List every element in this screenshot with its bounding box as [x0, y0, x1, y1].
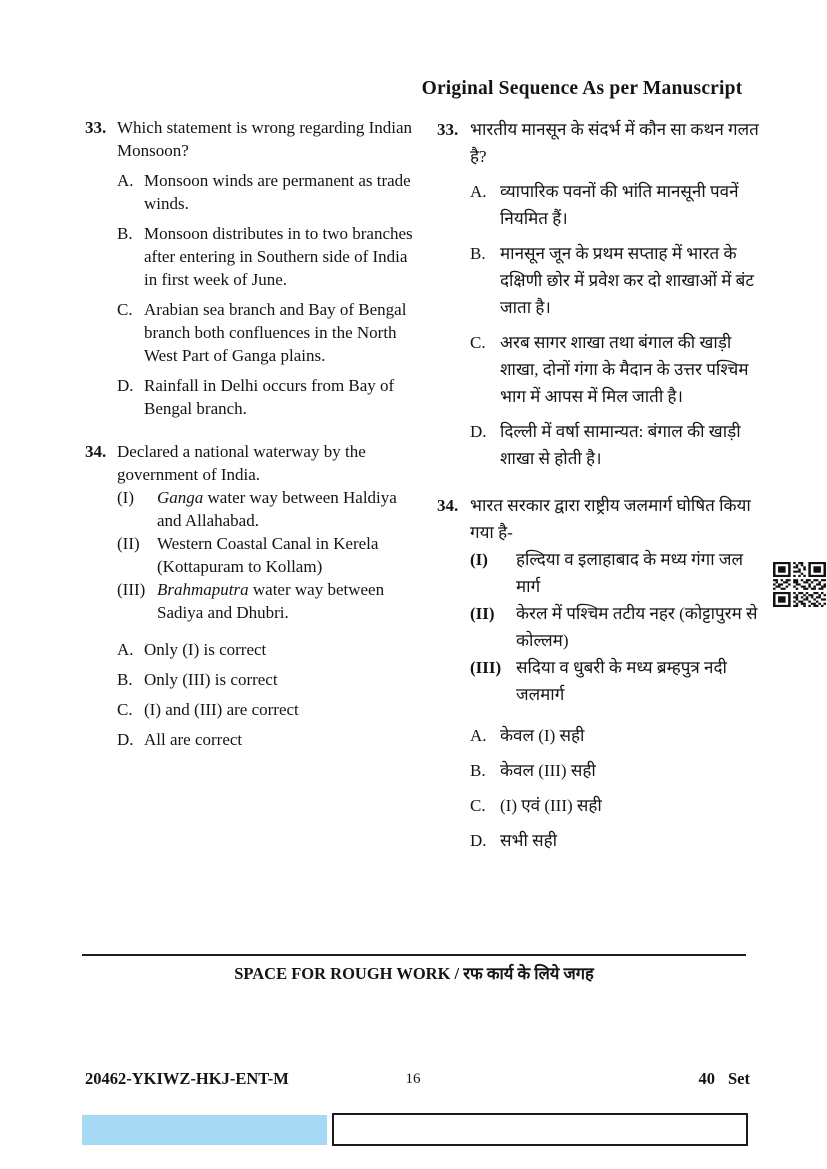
question-text: Declared a national waterway by the government of India. [117, 442, 366, 484]
item-text: सदिया व धुबरी के मध्य ब्रम्हपुत्र नदी जलमार्ग [516, 658, 727, 704]
question-number: 34. [85, 442, 107, 461]
booklet-code: 20462-YKIWZ-HKJ-ENT-M [85, 1069, 289, 1088]
item-rest: Western Coastal Canal in Kerela (Kottapuram to Kollam) [157, 534, 379, 576]
option-label: C. [117, 700, 133, 719]
option-label: A. [470, 726, 487, 745]
option-label: B. [117, 224, 133, 243]
option-text: केवल (III) सही [500, 761, 596, 780]
set-number: 40 [698, 1069, 715, 1088]
set-label: Set [728, 1069, 750, 1088]
question-33-english [85, 116, 420, 420]
answer-box [332, 1113, 748, 1146]
option-text: सभी सही [500, 831, 558, 850]
list-item [117, 578, 420, 624]
item-label: (II) [470, 604, 495, 623]
option-row [117, 374, 420, 420]
option-row [117, 698, 420, 721]
item-italic-word: Brahmaputra [157, 580, 249, 599]
option-text: Arabian sea branch and Bay of Bengal branch both confluences in the North West Part of Ganga plains. [144, 300, 407, 365]
item-rest: water way between Sadiya and Dhubri. [157, 580, 385, 622]
option-text: मानसून जून के प्रथम सप्ताह में भारत के दक्षिणी छोर में प्रवेश कर दो शाखाओं में बंट जाता है। [500, 244, 754, 317]
option-row [470, 827, 770, 854]
option-label: B. [470, 244, 486, 263]
option-label: D. [117, 376, 134, 395]
option-label: A. [470, 182, 487, 201]
rough-work-label: SPACE FOR ROUGH WORK / रफ कार्य के लिये जगह [234, 964, 594, 983]
page-number: 16 [405, 1071, 421, 1087]
option-label: D. [117, 730, 134, 749]
option-text: (I) and (III) are correct [144, 700, 299, 719]
item-text [157, 578, 420, 624]
question-33-hindi [437, 116, 770, 472]
question-number: 33. [85, 118, 107, 137]
highlight-bar [82, 1115, 327, 1145]
option-row [470, 240, 770, 321]
option-label: C. [470, 796, 486, 815]
option-row [470, 792, 770, 819]
option-text: Monsoon distributes in to two branches after entering in Southern side of India in first week of June. [144, 224, 413, 289]
item-rest: water way between Haldiya and Allahabad. [157, 488, 397, 530]
item-label: (II) [117, 534, 140, 553]
option-row [117, 668, 420, 691]
option-text: Only (I) is correct [144, 640, 267, 659]
option-row [117, 169, 420, 215]
option-label: B. [470, 761, 486, 780]
option-row [470, 722, 770, 749]
option-row [470, 418, 770, 472]
page-title: Original Sequence As per Manuscript [421, 78, 743, 99]
option-label: A. [117, 640, 134, 659]
question-number: 34. [437, 496, 459, 515]
question-34-hindi [437, 492, 770, 854]
option-row [470, 757, 770, 784]
option-text: केवल (I) सही [500, 726, 585, 745]
option-text: दिल्ली में वर्षा सामान्यत: बंगाल की खाड़ी शाखा से होती है। [500, 422, 741, 468]
option-row [470, 329, 770, 410]
option-row [117, 638, 420, 661]
english-column [85, 116, 420, 771]
option-row [117, 728, 420, 751]
item-label: (I) [117, 488, 134, 507]
option-label: D. [470, 422, 487, 441]
list-item [470, 654, 770, 708]
question-34-english [85, 440, 420, 751]
option-row [117, 298, 420, 367]
item-label: (I) [470, 550, 488, 569]
list-item [470, 546, 770, 600]
item-label: (III) [470, 658, 502, 677]
option-text: Monsoon winds are permanent as trade winds. [144, 171, 411, 213]
item-text: केरल में पश्चिम तटीय नहर (कोट्टापुरम से कोल्लम) [516, 604, 758, 650]
option-label: C. [117, 300, 133, 319]
option-label: C. [470, 333, 486, 352]
list-item [117, 486, 420, 532]
option-label: D. [470, 831, 487, 850]
option-text: (I) एवं (III) सही [500, 796, 602, 815]
list-item [117, 532, 420, 578]
item-text [157, 486, 420, 532]
item-italic-word: Ganga [157, 488, 204, 507]
option-row [470, 178, 770, 232]
item-label: (III) [117, 580, 146, 599]
option-text: व्यापारिक पवनों की भांति मानसूनी पवनें नियमित हैं। [500, 182, 739, 228]
question-text: भारत सरकार द्वारा राष्ट्रीय जलमार्ग घोषित किया गया है- [470, 496, 751, 542]
option-row [117, 222, 420, 291]
option-text: All are correct [144, 730, 243, 749]
option-text: Only (III) is correct [144, 670, 278, 689]
option-label: B. [117, 670, 133, 689]
set-info [620, 1069, 750, 1089]
question-text: भारतीय मानसून के संदर्भ में कौन सा कथन गलत है? [470, 120, 759, 166]
list-item [470, 600, 770, 654]
question-number: 33. [437, 120, 459, 139]
qr-code-icon [773, 562, 826, 607]
question-text: Which statement is wrong regarding Indian Monsoon? [117, 118, 413, 160]
option-text: Rainfall in Delhi occurs from Bay of Bengal branch. [144, 376, 395, 418]
option-label: A. [117, 171, 134, 190]
option-text: अरब सागर शाखा तथा बंगाल की खाड़ी शाखा, दोनों गंगा के मैदान के उत्तर पश्चिम भाग में आपस में मिल जाती है। [500, 333, 749, 406]
hindi-column [437, 116, 770, 874]
rough-work-divider [82, 954, 746, 956]
item-text [157, 532, 420, 578]
item-text: हल्दिया व इलाहाबाद के मध्य गंगा जल मार्ग [516, 550, 744, 596]
